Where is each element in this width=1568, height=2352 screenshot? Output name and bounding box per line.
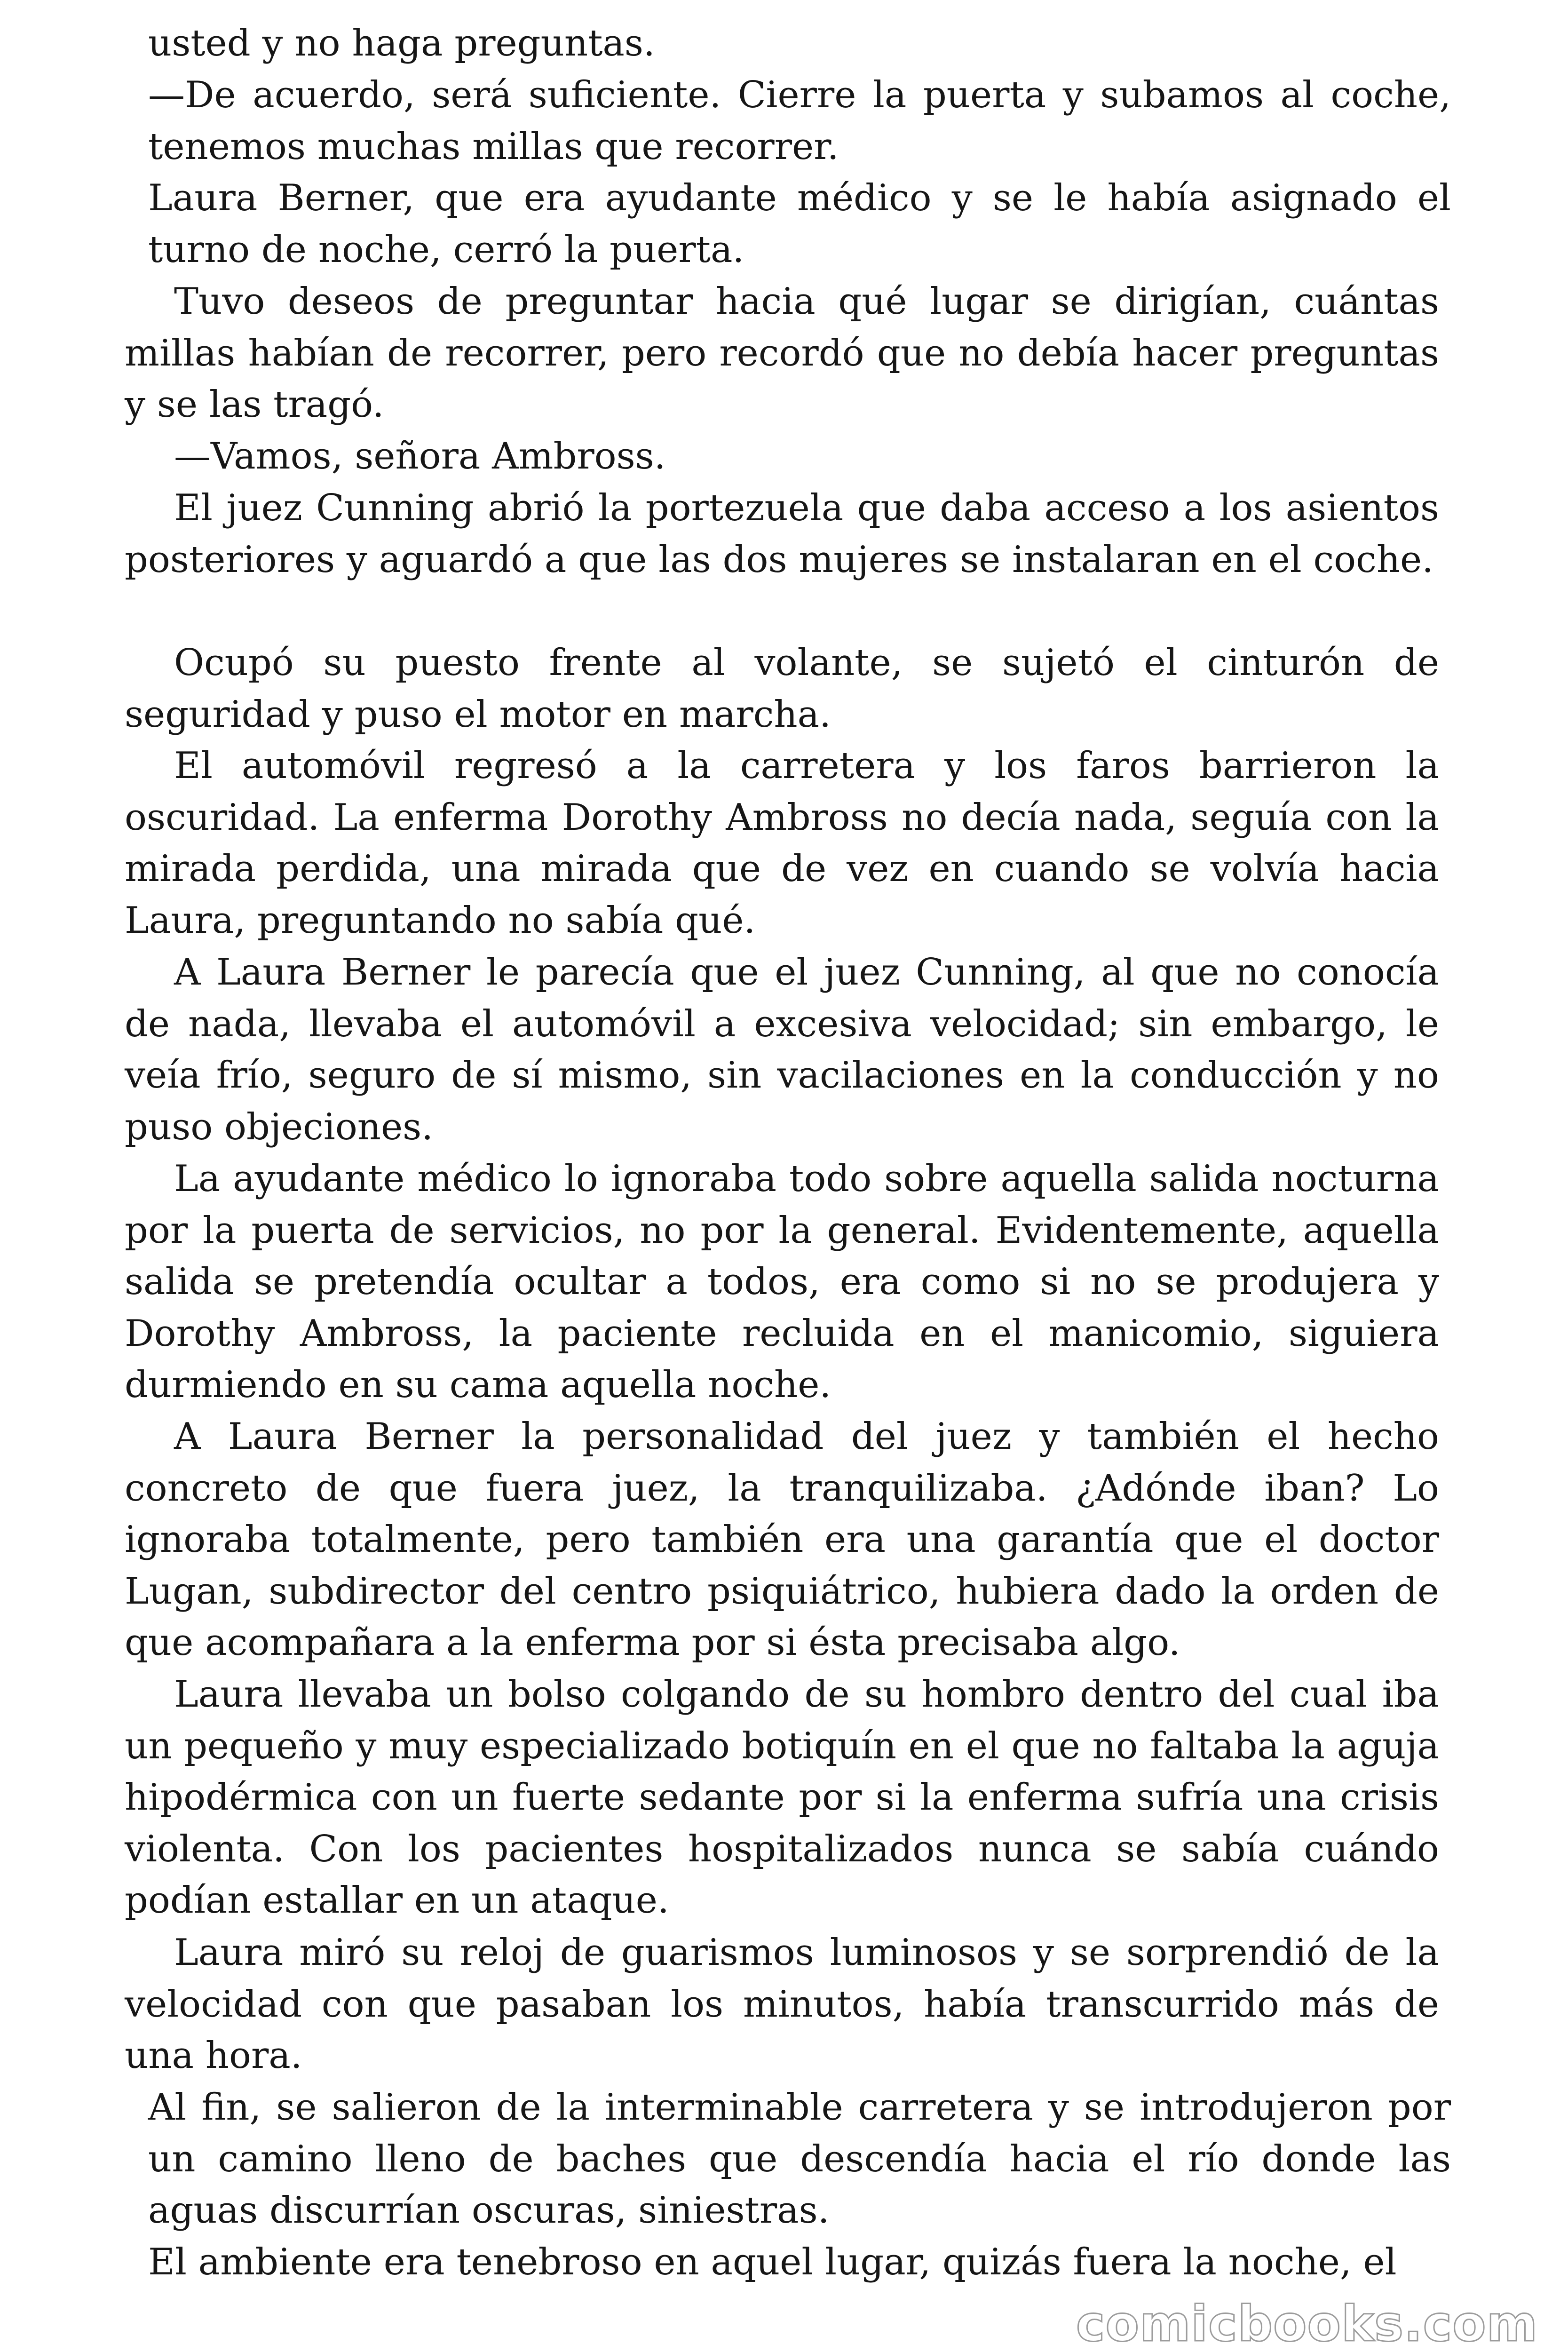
paragraph: El ambiente era tenebroso en aquel lugar, quizás fuera la noche, el <box>148 2241 1397 2283</box>
paragraph: —De acuerdo, será suficiente. Cierre la puerta y subamos al coche, tenemos muchas millas que recorrer. <box>148 74 1451 168</box>
paragraph: A Laura Berner la personalidad del juez y también el hecho concreto de que fuera juez, la tranquilizaba. ¿Adónde iban? Lo ignoraba totalmente, pero también era una garantía que el doctor Lugan, subdirector del centro psiquiátrico, hubiera dado la orden de que acompañara a la enferma por si ésta precisaba algo. <box>125 1415 1439 1664</box>
paragraph: usted y no haga preguntas. <box>148 22 655 64</box>
paragraph: Ocupó su puesto frente al volante, se sujetó el cinturón de seguridad y puso el motor en marcha. <box>125 642 1439 736</box>
paragraph: Al fin, se salieron de la interminable carretera y se introdujeron por un camino lleno de baches que descendía hacia el río donde las aguas discurrían oscuras, siniestras. <box>148 2086 1451 2232</box>
paragraph: El automóvil regresó a la carretera y los faros barrieron la oscuridad. La enferma Dorothy Ambross no decía nada, seguía con la mirada perdida, una mirada que de vez en cuando se volvía hacia Laura, preguntando no sabía qué. <box>125 745 1439 942</box>
paragraph: —Vamos, señora Ambross. <box>174 435 666 477</box>
paragraph: El juez Cunning abrió la portezuela que daba acceso a los asientos posteriores y aguardó a que las dos mujeres se instalaran en el coche. <box>125 487 1439 581</box>
watermark-logo: comicbooks.com <box>1076 2295 1538 2352</box>
paragraph: Tuvo deseos de preguntar hacia qué lugar se dirigían, cuántas millas habían de recorrer, pero recordó que no debía hacer preguntas y se las tragó. <box>125 280 1439 426</box>
paragraph: Laura Berner, que era ayudante médico y se le había asignado el turno de noche, cerró la puerta. <box>148 177 1451 271</box>
paragraph: Laura llevaba un bolso colgando de su hombro dentro del cual iba un pequeño y muy especializado botiquín en el que no faltaba la aguja hipodérmica con un fuerte sedante por si la enferma sufría una crisis violenta. Con los pacientes hospitalizados nunca se sabía cuándo podían estallar en un ataque. <box>125 1673 1439 1922</box>
paragraph: A Laura Berner le parecía que el juez Cunning, al que no conocía de nada, llevaba el automóvil a excesiva velocidad; sin embargo, le veía frío, seguro de sí mismo, sin vacilaciones en la conducción y no puso objeciones. <box>125 951 1439 1148</box>
paragraph: La ayudante médico lo ignoraba todo sobre aquella salida nocturna por la puerta de servicios, no por la general. Evidentemente, aquella salida se pretendía ocultar a todos, era como si no se produjera y Dorothy Ambross, la paciente recluida en el manicomio, siguiera durmiendo en su cama aquella noche. <box>125 1158 1439 1406</box>
paragraph: Laura miró su reloj de guarismos luminosos y se sorprendió de la velocidad con que pasaban los minutos, había transcurrido más de una hora. <box>125 1931 1439 2077</box>
